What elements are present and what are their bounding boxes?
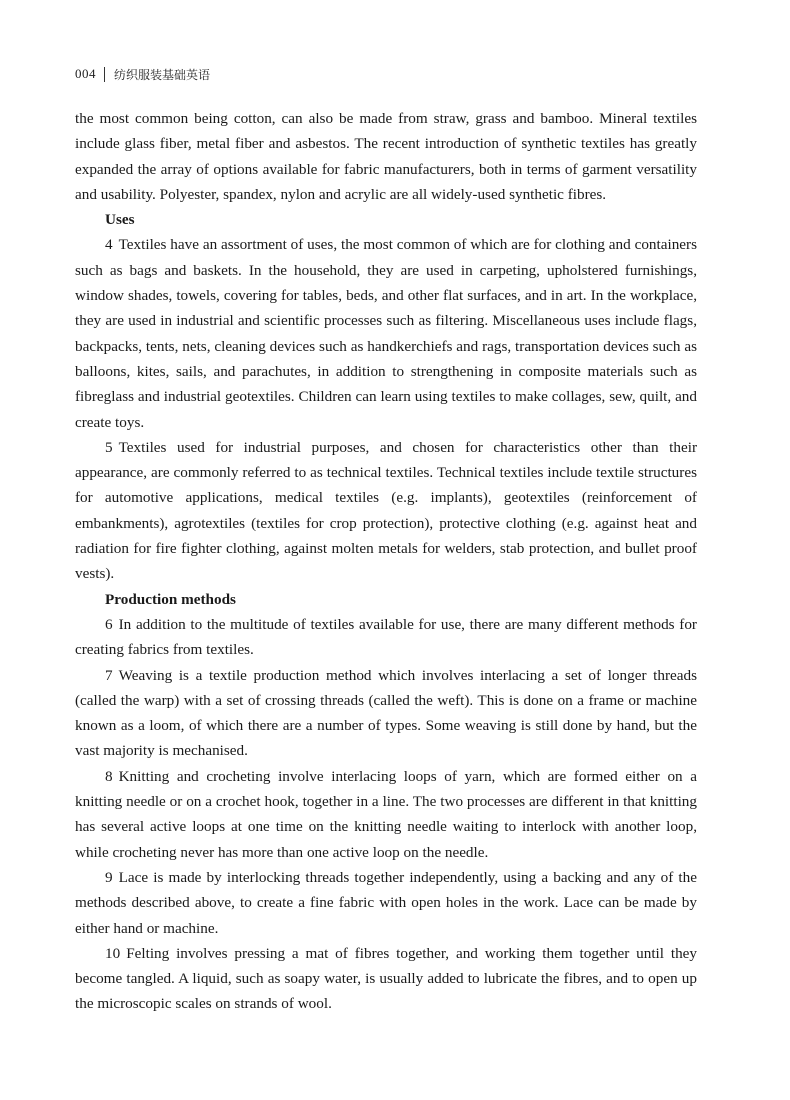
running-header xyxy=(75,64,210,84)
paragraph-text: Textiles used for industrial purposes, and chosen for characteristics other than their appearance, are commonly referred to as technical textiles. Technical textiles include textile structures for automotive applications, medical textiles (e.g. implants), geotextiles (reinforcement of embankments), agrotextiles (textiles for crop protection), protective clothing (e.g. against heat and radiation for fire fighter clothing, against molten metals for welders, stab protection, and bullet proof vests). xyxy=(75,438,697,583)
paragraph-9 xyxy=(75,865,697,941)
paragraph-text: Lace is made by interlocking threads together independently, using a backing and any of the methods described above, to create a fine fabric with open holes in the work. Lace can be made by either hand or machine. xyxy=(75,868,697,937)
paragraph-6 xyxy=(75,612,697,663)
paragraph-number: 10 xyxy=(105,944,121,962)
paragraph-4 xyxy=(75,232,697,434)
paragraph-text: Weaving is a textile production method which involves interlacing a set of longer threads (called the warp) with a set of crossing threads (called the weft). This is done on a frame or machine known as a loom, of which there are a number of types. Some weaving is still done by hand, but the vast majority is mechanised. xyxy=(75,666,697,760)
section-heading-uses: Uses xyxy=(105,211,135,229)
paragraph-number: 6 xyxy=(105,615,113,633)
page-number: 004 xyxy=(75,66,96,81)
section-heading-production-methods: Production methods xyxy=(105,590,236,608)
header-divider xyxy=(104,67,105,82)
paragraph-number: 4 xyxy=(105,236,113,254)
paragraph-text: Textiles have an assortment of uses, the most common of which are for clothing and containers such as bags and baskets. In the household, they are used in carpeting, upholstered furnishings, window shades, towels, covering for tables, beds, and other flat surfaces, and in art. In the workplace, they are used in industrial and scientific processes such as filtering. Miscellaneous uses include flags, backpacks, tents, nets, cleaning devices such as handkerchiefs and rags, transportation devices such as balloons, kites, sails, and parachutes, in addition to strengthening in composite materials such as fibreglass and industrial geotextiles. Children can learn using textiles to make collages, sew, quilt, and create toys. xyxy=(75,236,697,431)
intro-paragraph: the most common being cotton, can also be made from straw, grass and bamboo. Mineral textiles include glass fiber, metal fiber and asbestos. The recent introduction of synthetic textiles has greatly expanded the array of options available for fabric manufacturers, both in terms of garment versatility and usability. Polyester, spandex, nylon and acrylic are all widely-used synthetic fibres. xyxy=(75,110,697,203)
paragraph-text: Knitting and crocheting involve interlacing loops of yarn, which are formed either on a knitting needle or on a crochet hook, together in a line. The two processes are different in that knitting has several active loops at one time on the knitting needle waiting to interlock with another loop, while crocheting never has more than one active loop on the needle. xyxy=(75,767,697,861)
paragraph-8 xyxy=(75,764,697,865)
paragraph-10 xyxy=(75,941,697,1017)
paragraph-text: Felting involves pressing a mat of fibres together, and working them together until they become tangled. A liquid, such as soapy water, is usually added to lubricate the fibres, and to open up the microscopic scales on strands of wool. xyxy=(75,944,697,1013)
paragraph-number: 5 xyxy=(105,438,113,456)
paragraph-text: In addition to the multitude of textiles available for use, there are many different methods for creating fabrics from textiles. xyxy=(75,615,697,659)
paragraph-number: 8 xyxy=(105,767,113,785)
paragraph-number: 7 xyxy=(105,666,113,684)
paragraph-number: 9 xyxy=(105,868,113,886)
book-title: 纺织服装基础英语 xyxy=(114,67,211,82)
page-body xyxy=(75,106,697,1017)
paragraph-7 xyxy=(75,663,697,764)
paragraph-5 xyxy=(75,435,697,587)
